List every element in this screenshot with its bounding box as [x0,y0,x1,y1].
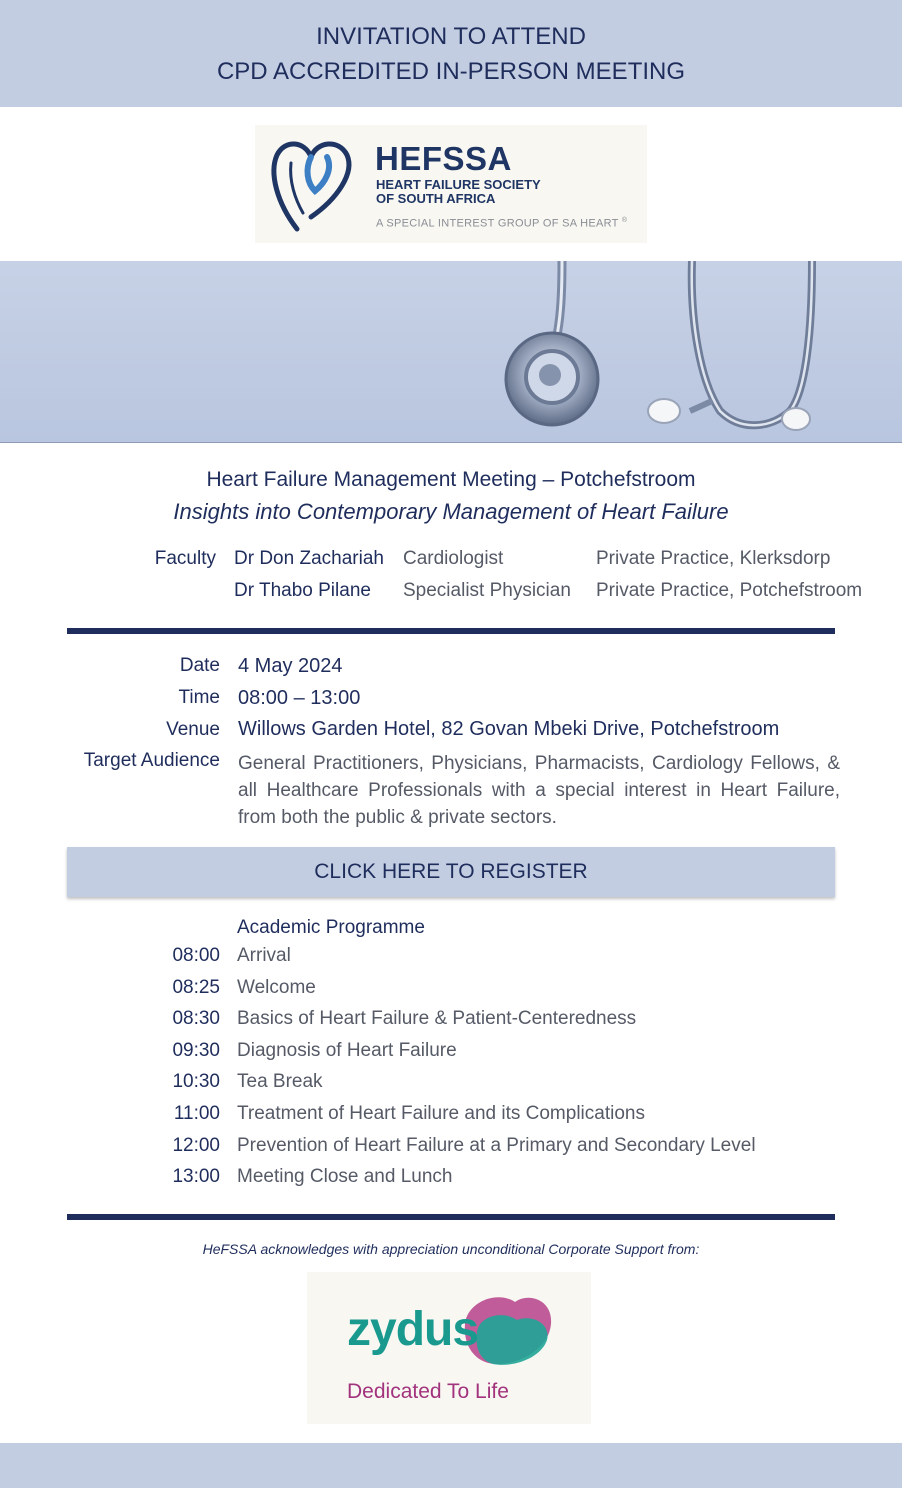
zydus-logo [307,1272,591,1424]
programme-time: 11:00 [173,1103,220,1124]
faculty-practice: Private Practice, Klerksdorp [596,548,831,569]
divider-rule [67,1214,835,1220]
stethoscope-icon [0,261,902,443]
zydus-wordmark: zydus [347,1303,479,1356]
programme-row [0,977,902,1007]
register-button[interactable]: CLICK HERE TO REGISTER [67,847,835,897]
programme-row [0,1008,902,1038]
stethoscope-hero-image [0,261,902,443]
time-label: Time [178,687,220,708]
heart-logo-icon [267,133,357,235]
programme-item: Treatment of Heart Failure and its Complications [237,1103,645,1124]
programme-item: Meeting Close and Lunch [237,1166,453,1187]
programme-time: 10:30 [172,1071,220,1092]
logo-subtitle-line-2: OF SOUTH AFRICA [376,191,496,206]
time-value: 08:00 – 13:00 [238,687,361,709]
logo-subtitle-line-1: HEART FAILURE SOCIETY [376,177,541,192]
programme-row [0,1135,902,1165]
programme-row [0,1071,902,1101]
logo-subtitle [376,178,541,206]
date-value: 4 May 2024 [238,655,343,677]
faculty-name: Dr Thabo Pilane [234,580,371,601]
invitation-line-2: CPD ACCREDITED IN-PERSON MEETING [216,58,686,85]
footer-bar [0,1443,902,1488]
meeting-title: Heart Failure Management Meeting – Potchefstroom [206,468,696,491]
programme-row [0,1040,902,1070]
programme-item: Basics of Heart Failure & Patient-Centeredness [237,1008,637,1029]
programme-item: Arrival [237,945,291,966]
programme-item: Prevention of Heart Failure at a Primary and Secondary Level [237,1135,756,1156]
programme-time: 08:30 [172,1008,220,1029]
programme-row [0,945,902,975]
faculty-practice: Private Practice, Potchefstroom [596,580,863,601]
programme-item: Tea Break [237,1071,323,1092]
sponsor-acknowledgement: HeFSSA acknowledges with appreciation unconditional Corporate Support from: [202,1241,700,1257]
logo-name: HEFSSA [375,140,512,177]
venue-label: Venue [166,719,220,740]
invitation-line-1: INVITATION TO ATTEND [316,23,586,50]
faculty-role: Specialist Physician [403,580,571,601]
date-label: Date [179,655,220,676]
logo-tagline-text: A SPECIAL INTEREST GROUP OF SA HEART [376,217,619,230]
programme-time: 08:00 [172,945,220,966]
target-audience-label: Target Audience [83,750,220,771]
programme-time: 12:00 [172,1135,220,1156]
programme-heading: Academic Programme [237,917,425,938]
registered-mark: ® [621,217,628,224]
programme-row [0,1103,902,1133]
hefssa-logo [255,125,647,243]
meeting-subtitle: Insights into Contemporary Management of Heart Failure [173,499,729,524]
programme-item: Diagnosis of Heart Failure [237,1040,457,1061]
programme-time: 08:25 [172,977,220,998]
programme-time: 09:30 [172,1040,220,1061]
invitation-banner [0,0,902,107]
zydus-tagline: Dedicated To Life [347,1380,509,1403]
programme-time: 13:00 [172,1166,220,1187]
venue-value: Willows Garden Hotel, 82 Govan Mbeki Drive, Potchefstroom [238,718,780,740]
divider-rule [67,628,835,634]
logo-tagline [376,217,627,230]
faculty-name: Dr Don Zachariah [234,548,384,569]
programme-item: Welcome [237,977,316,998]
target-audience-value: General Practitioners, Physicians, Pharmacists, Cardiology Fellows, & all Healthcare Professionals with a special interest in Heart Failure, from both the public & private sectors. [238,753,840,828]
programme-row [0,1166,902,1196]
faculty-label: Faculty [154,548,216,569]
faculty-role: Cardiologist [403,548,504,569]
